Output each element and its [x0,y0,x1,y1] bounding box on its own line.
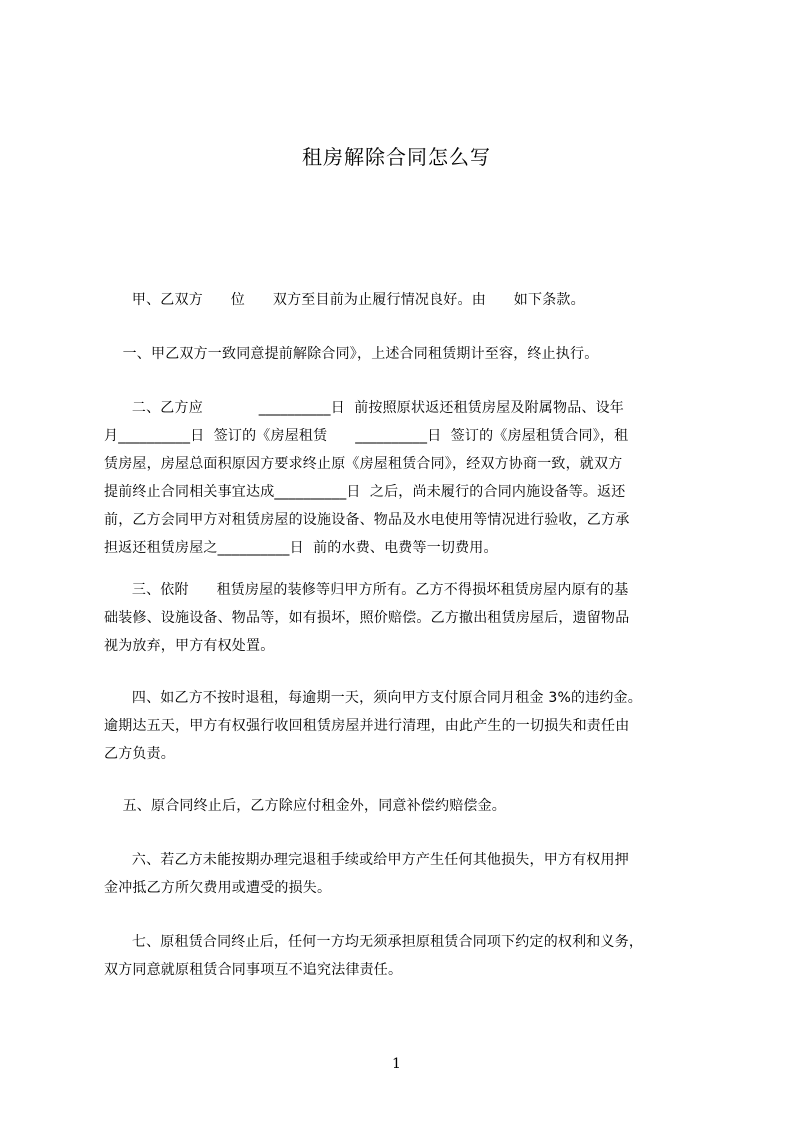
paragraph-clause-4 [104,684,704,768]
text-line: 乙方负责。 [104,746,175,762]
text-line: 担返还租赁房屋之__________日 前的水费、电费等一切费用。 [104,540,498,556]
paragraph-clause-3 [104,576,704,660]
paragraph-intro [104,286,704,314]
text-line: 前，乙方会同甲方对租赁房屋的设施设备、物品及水电使用等情况进行验收，乙方承 [104,512,630,528]
text-line: 双方同意就原租赁合同事项互不追究法律责任。 [104,962,403,978]
text-line: 四、如乙方不按时退租，每逾期一天，须向甲方支付原合同月租金 3%的违约金。 [104,690,642,706]
text-line: 甲、乙双方 位 双方至目前为止履行情况良好。由 如下条款。 [104,292,585,308]
page-title: 租房解除合同怎么写 [302,145,491,169]
text-line: 二、乙方应 __________日 前按照原状返还租赁房屋及附属物品、设年 [104,400,625,416]
paragraph-clause-2 [104,394,704,562]
text-line: 五、原合同终止后，乙方除应付租金外，同意补偿约赔偿金。 [104,798,506,814]
page-number: 1 [392,1056,401,1072]
text-line: 础装修、设施设备、物品等，如有损坏，照价赔偿。乙方撤出租赁房屋后，遗留物品 [104,610,630,626]
text-line: 月__________日 签订的《房屋租赁 __________日 签订的《房屋租赁合同》，租 [104,428,629,444]
text-line: 逾期达五天，甲方有权强行收回租赁房屋并进行清理，由此产生的一切损失和责任由 [104,718,630,734]
text-line: 三、依附 租赁房屋的装修等归甲方所有。乙方不得损坏租赁房屋内原有的基 [104,582,629,598]
text-line: 赁房屋，房屋总面积原因方要求终止原《房屋租赁合同》，经双方协商一致，就双方 [104,456,623,472]
paragraph-clause-5 [104,792,704,820]
text-line: 视为放弃，甲方有权处置。 [104,638,275,654]
text-line: 六、若乙方未能按期办理完退租手续或给甲方产生任何其他损失，甲方有权用押 [104,852,629,868]
text-line: 金冲抵乙方所欠费用或遭受的损失。 [104,880,332,896]
paragraph-clause-6 [104,846,704,902]
text-line: 提前终止合同相关事宜达成__________日 之后，尚未履行的合同内施设备等。返还 [104,484,626,500]
text-line: 一、甲乙双方一致同意提前解除合同》，上述合同租赁期计至容，终止执行。 [104,346,599,362]
paragraph-clause-1 [104,340,704,368]
paragraph-clause-7 [104,928,704,984]
text-line: 七、原租赁合同终止后，任何一方均无须承担原租赁合同项下约定的权利和义务， [104,934,644,950]
